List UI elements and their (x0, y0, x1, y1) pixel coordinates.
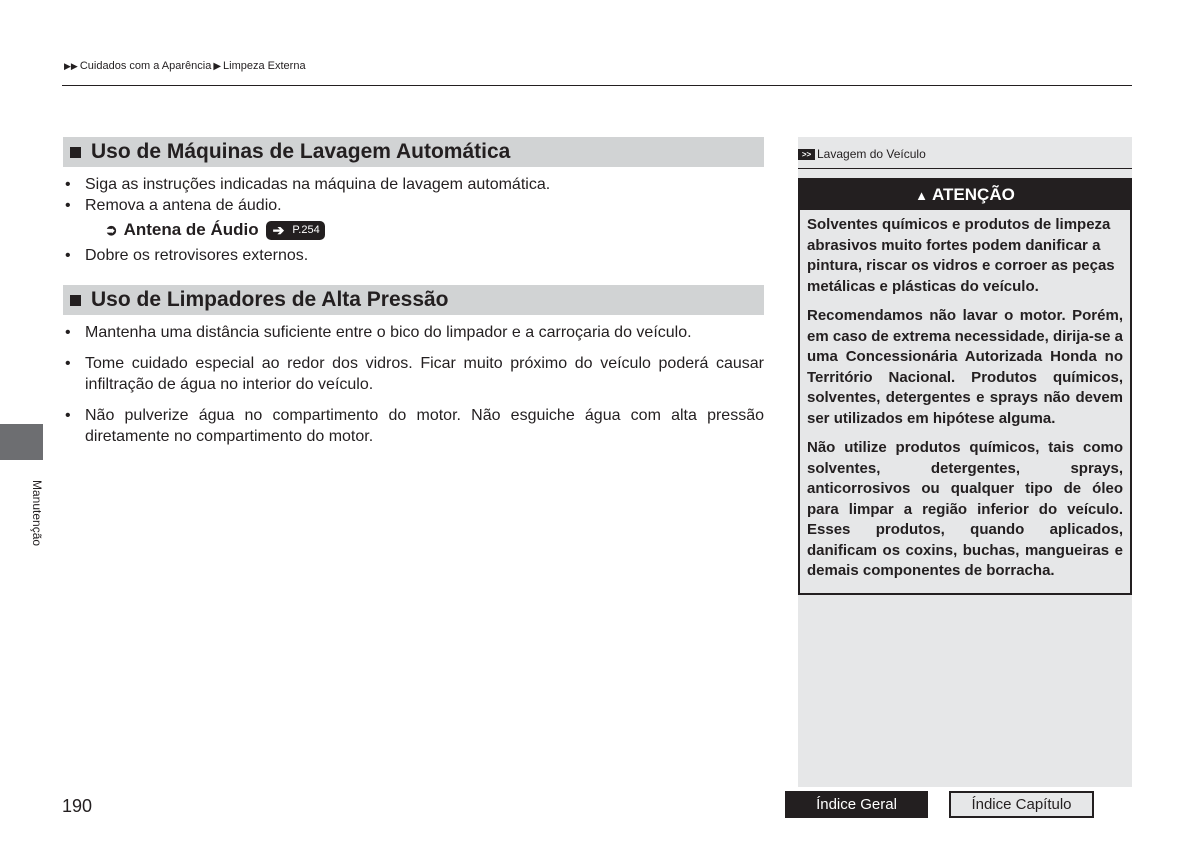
page-link-button[interactable] (266, 221, 325, 240)
section-title: Uso de Limpadores de Alta Pressão (91, 288, 449, 311)
warning-title: ATENÇÃO (932, 185, 1015, 204)
double-chevron-icon: >> (798, 149, 815, 160)
warning-paragraph: Solventes químicos e produtos de limpeza abrasivos muito fortes podem danificar a pintura, riscar os vidros e corroer as peças metálicas e plásticas do veículo. (807, 216, 1115, 295)
bullet-icon: • (65, 176, 71, 193)
warning-paragraph: Não utilize produtos químicos, tais como solventes, detergentes, sprays, anticorrosivos ou qualquer tipo de óleo para limpar a região inferior do veículo. Esses produtos, quando aplicados, danificam os coxins, buchas, mangueiras e demais componentes de borracha. (807, 439, 1123, 579)
warning-title-bar (800, 180, 1130, 210)
chapter-tab (0, 424, 43, 460)
section-heading (63, 137, 764, 167)
bullet-icon: • (65, 197, 71, 214)
cross-reference-label[interactable]: Antena de Áudio (123, 220, 259, 239)
list-item: • Dobre os retrovisores externos. (65, 247, 309, 264)
warning-body (800, 210, 1130, 593)
cross-reference[interactable] (105, 220, 764, 240)
breadcrumb-item[interactable]: Cuidados com a Aparência (79, 60, 212, 72)
list-item: • Mantenha uma distância suficiente entre o bico do limpador e a carroçaria do veículo. (65, 324, 692, 341)
section-heading (63, 285, 764, 315)
list-item: • Siga as instruções indicadas na máquina de lavagem automática. (65, 176, 551, 193)
warning-box (798, 178, 1132, 595)
chapter-tab-label: Manutenção (30, 480, 44, 547)
page-number: 190 (62, 796, 93, 816)
square-bullet-icon (70, 295, 81, 306)
page-link-label: P.254 (292, 224, 320, 236)
sidebar-notes (798, 137, 1132, 787)
bullet-icon: • (65, 324, 71, 341)
list-item: • Não pulverize água no compartimento do motor. Não esguiche água com alta pressão diretamente no compartimento do motor. (65, 407, 764, 445)
bullet-list (63, 245, 764, 266)
general-index-button[interactable]: Índice Geral (785, 791, 928, 818)
header-rule (62, 85, 1132, 86)
main-content (63, 137, 764, 447)
arrow-right-icon: ➔ (272, 221, 285, 238)
bullet-list (63, 322, 764, 447)
list-item: • Remova a antena de áudio. (65, 197, 282, 214)
list-item: • Tome cuidado especial ao redor dos vidros. Ficar muito próximo do veículo poderá causar infiltração de água no interior do veículo. (65, 355, 764, 393)
bullet-list (63, 174, 764, 216)
section-title: Uso de Máquinas de Lavagem Automática (91, 140, 511, 163)
sidebar-heading[interactable] (798, 147, 926, 161)
warning-paragraph: Recomendamos não lavar o motor. Porém, em caso de extrema necessidade, dirija-se a uma Concessionária Autorizada Honda no Território Nacional. Produtos químicos, solventes, detergentes e sprays não devem ser utilizados em hipótese alguma. (807, 307, 1124, 427)
square-bullet-icon (70, 147, 81, 158)
chapter-index-button[interactable]: Índice Capítulo (949, 791, 1094, 818)
bullet-icon: • (65, 247, 71, 264)
breadcrumb (64, 60, 306, 72)
sidebar-heading-label[interactable]: Lavagem do Veículo (817, 147, 926, 161)
warning-triangle-icon: ▲ (915, 188, 929, 203)
circle-arrow-icon: ➲ (105, 222, 118, 239)
breadcrumb-double-arrow-icon: ▶▶ (64, 60, 78, 71)
sidebar-rule (798, 168, 1132, 169)
breadcrumb-arrow-icon: ▶ (213, 60, 222, 72)
breadcrumb-item[interactable]: Limpeza Externa (223, 60, 306, 72)
bullet-icon: • (65, 355, 71, 372)
bullet-icon: • (65, 407, 71, 424)
